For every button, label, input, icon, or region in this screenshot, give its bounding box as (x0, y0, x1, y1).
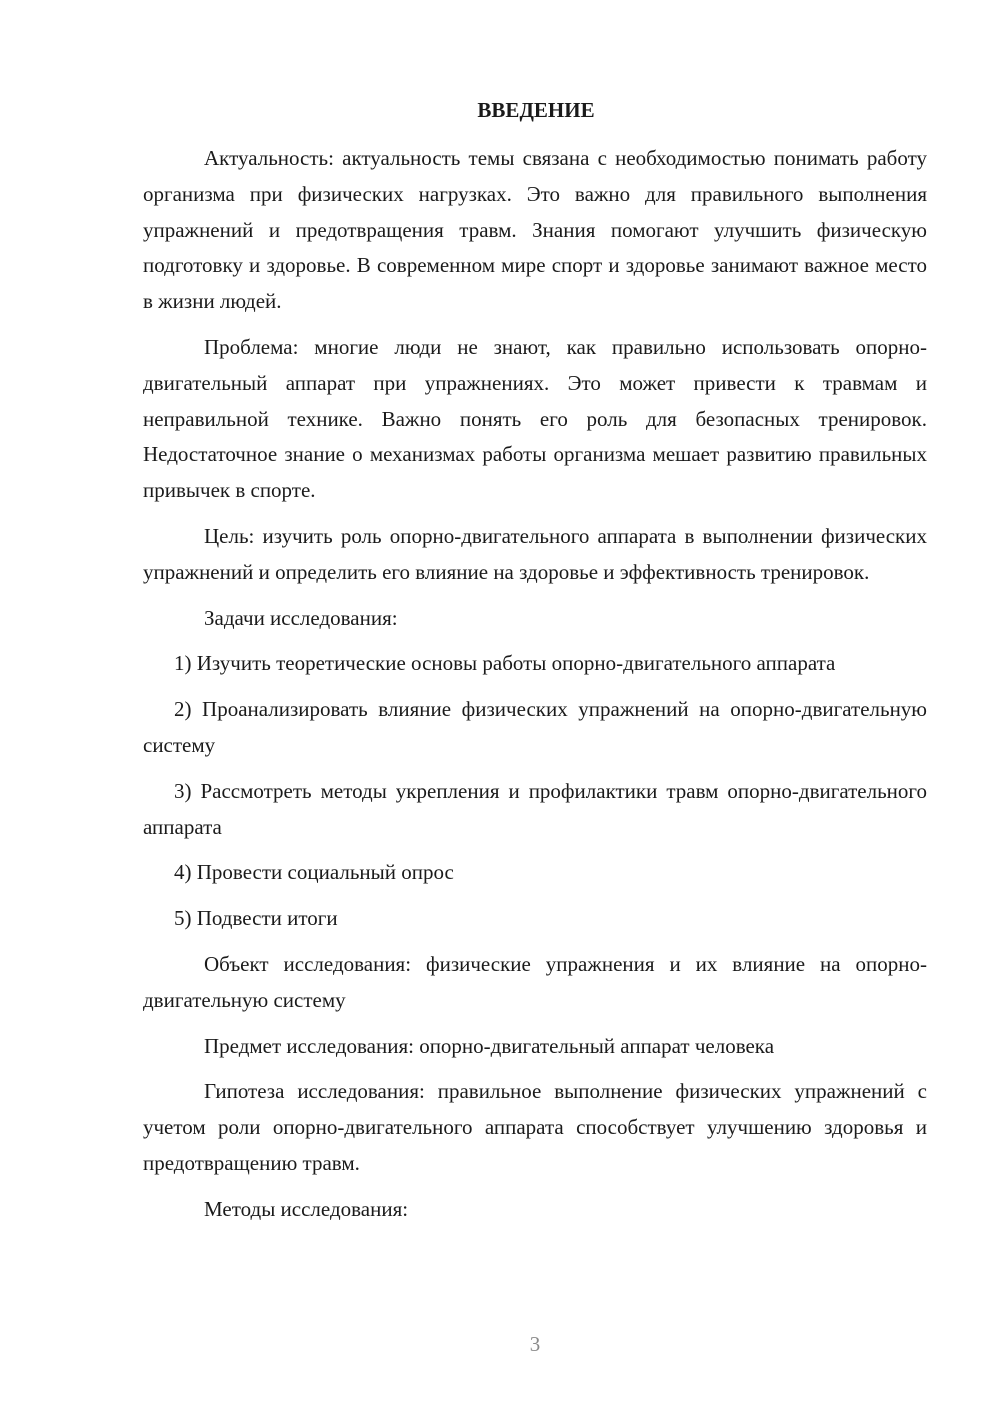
methods-heading: Методы исследования: (204, 1196, 409, 1221)
page-number: 3 (529, 1332, 541, 1356)
task-item-5: 5) Подвести итоги (174, 906, 338, 931)
task-item-1: 1) Изучить теоретические основы работы опорно-двигательного аппарата (174, 651, 836, 676)
task-item-3: 3) Рассмотреть методы укрепления и профилактики травм опорно-двигательного аппарата (143, 778, 927, 839)
task-item-4: 4) Провести социальный опрос (174, 860, 454, 885)
subject-paragraph: Предмет исследования: опорно-двигательный аппарат человека (204, 1033, 775, 1058)
object-paragraph: Объект исследования: физические упражнения и их влияние на опорно-двигательную систему (143, 951, 927, 1012)
goal-paragraph: Цель: изучить роль опорно-двигательного аппарата в выполнении физических упражнений и определить его влияние на здоровье и эффективность тренировок. (143, 523, 927, 584)
document-page (143, 96, 927, 1238)
hypothesis-paragraph: Гипотеза исследования: правильное выполнение физических упражнений с учетом роли опорно-двигательного аппарата способствует улучшению здоровья и предотвращению травм. (143, 1079, 927, 1175)
relevance-paragraph: Актуальность: актуальность темы связана с необходимостью понимать работу организма при физических нагрузках. Это важно для правильного выполнения упражнений и предотвращения травм. Знания помогают улучшить физическую подготовку и здоровье. В современном мире спорт и здоровье занимают важное место в жизни людей. (143, 146, 927, 314)
task-item-2: 2) Проанализировать влияние физических упражнений на опорно-двигательную систему (143, 697, 927, 757)
tasks-heading: Задачи исследования: (204, 605, 398, 630)
page-title: ВВЕДЕНИЕ (477, 98, 595, 122)
problem-paragraph: Проблема: многие люди не знают, как правильно использовать опорно-двигательный аппарат при упражнениях. Это может привести к травмам и неправильной технике. Важно понять его роль для безопасных тренировок. Недостаточное знание о механизмах работы организма мешает развитию правильных привычек в спорте. (143, 334, 927, 503)
